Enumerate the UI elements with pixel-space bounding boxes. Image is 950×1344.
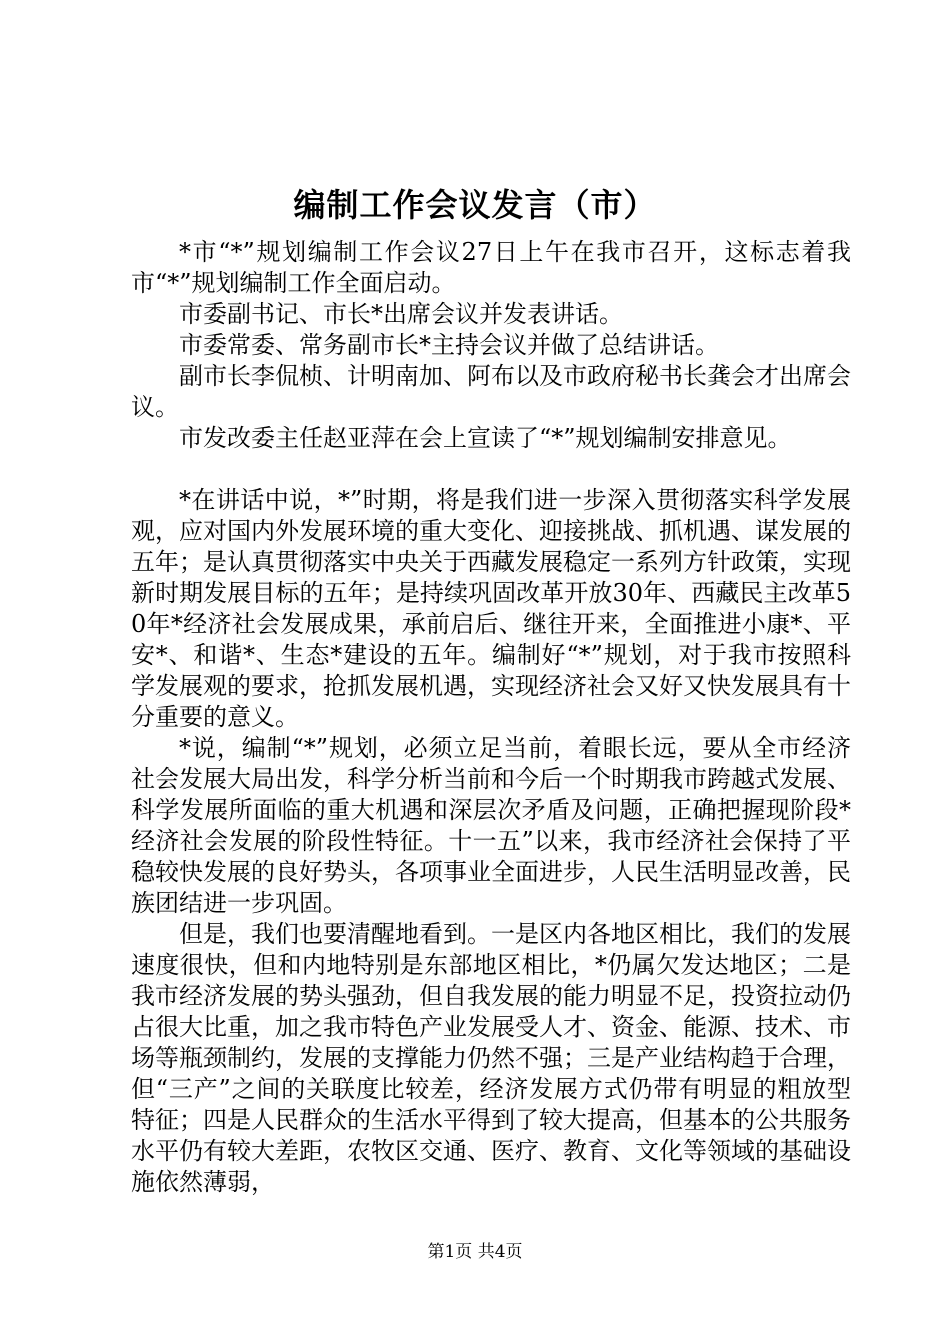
paragraph: 但是，我们也要清醒地看到。一是区内各地区相比，我们的发展速度很快，但和内地特别是东部地区相比，*仍属欠发达地区；二是我市经济发展的势头强劲，但自我发展的能力明显不足，投资拉动仍占很大比重，加之我市特色产业发展受人才、资金、能源、技术、市场等瓶颈制约，发展的支撑能力仍然不强；三是产业结构趋于合理，但“三产”之间的关联度比较差，经济发展方式仍带有明显的粗放型特征；四是人民群众的生活水平得到了较大提高，但基本的公共服务水平仍有较大差距，农牧区交通、医疗、教育、文化等领域的基础设施依然薄弱， — [131, 920, 851, 1196]
paragraph: *市“*”规划编制工作会议27日上午在我市召开，这标志着我市“*”规划编制工作全面启动。 — [131, 238, 851, 297]
paragraph: *说，编制“*”规划，必须立足当前，着眼长远，要从全市经济社会发展大局出发，科学分析当前和今后一个时期我市跨越式发展、科学发展所面临的重大机遇和深层次矛盾及问题，正确把握现阶段*经济社会发展的阶段性特征。十一五”以来，我市经济社会保持了平稳较快发展的良好势头，各项事业全面进步，人民生活明显改善，民族团结进一步巩固。 — [131, 734, 851, 917]
paragraph: 市发改委主任赵亚萍在会上宣读了“*”规划编制安排意见。 — [179, 424, 792, 452]
document-title: 编制工作会议发言（市） — [293, 186, 657, 224]
paragraph-spacer — [131, 454, 851, 485]
document-body — [131, 237, 851, 1198]
page-footer: 第1页 共4页 — [427, 1242, 523, 1262]
paragraph: 市委副书记、市长*出席会议并发表讲话。 — [179, 300, 623, 328]
paragraph: 副市长李侃桢、计明南加、阿布以及市政府秘书长龚会才出席会议。 — [131, 362, 851, 421]
paragraph: *在讲话中说，*”时期，将是我们进一步深入贯彻落实科学发展观，应对国内外发展环境的重大变化、迎接挑战、抓机遇、谋发展的五年；是认真贯彻落实中央关于西藏发展稳定一系列方针政策，实现新时期发展目标的五年；是持续巩固改革开放30年、西藏民主改革50年*经济社会发展成果，承前启后、继往开来，全面推进小康*、平安*、和谐*、生态*建设的五年。编制好“*”规划，对于我市按照科学发展观的要求，抢抓发展机遇，实现经济社会又好又快发展具有十分重要的意义。 — [131, 486, 851, 731]
paragraph: 市委常委、常务副市长*主持会议并做了总结讲话。 — [179, 331, 719, 359]
